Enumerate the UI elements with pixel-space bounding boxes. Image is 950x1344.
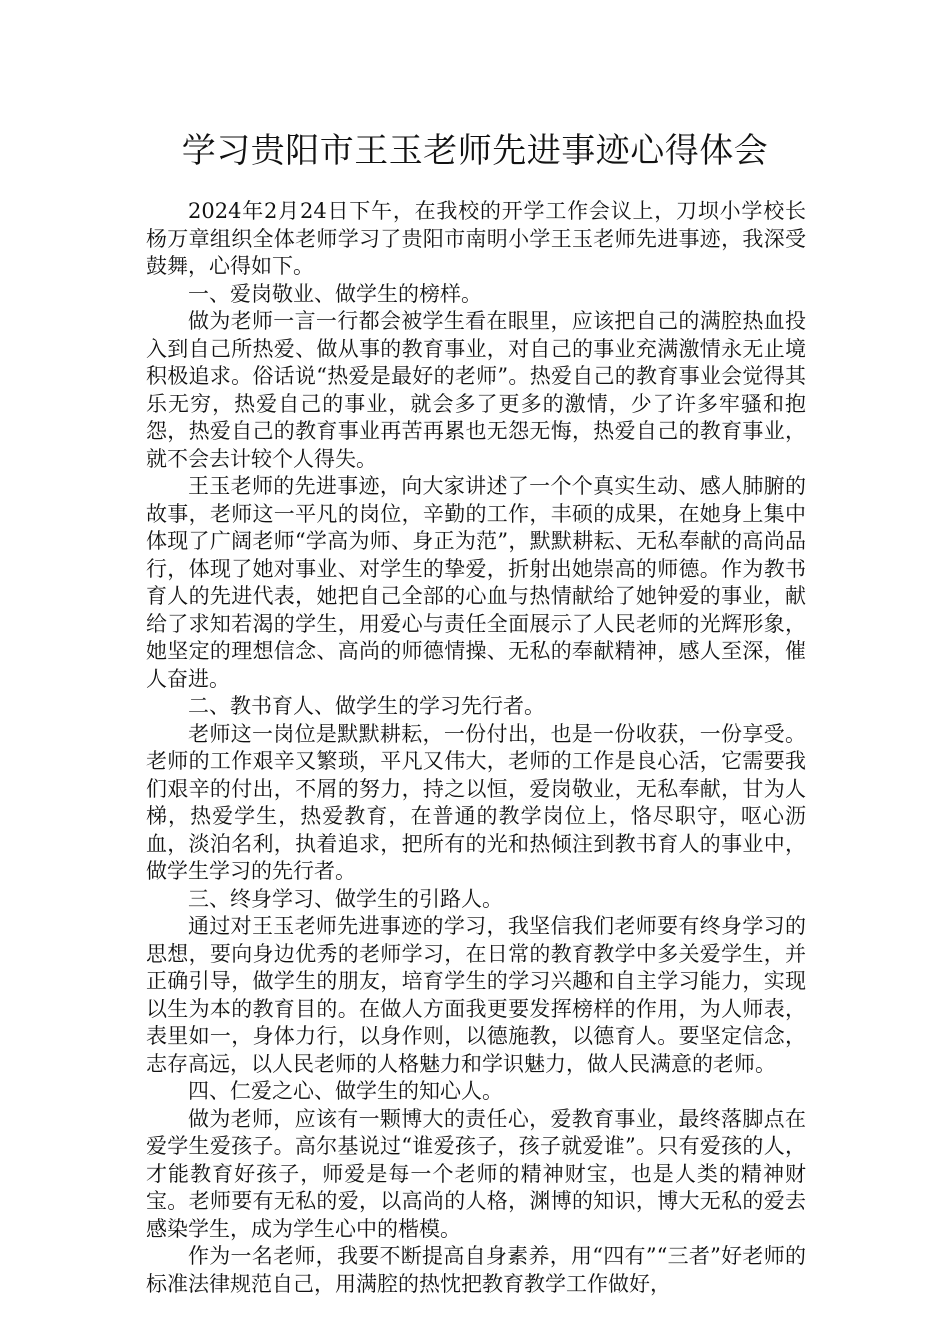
paragraph: 老师这一岗位是默默耕耘，一份付出，也是一份收获，一份享受。老师的工作艰辛又繁琐，平凡又伟大，老师的工作是良心活，它需要我们艰辛的付出，不屑的努力，持之以恒，爱岗敬业，无私奉献，甘为人梯，热爱学生，热爱教育，在普通的教学岗位上，恪尽职守，呕心沥血，淡泊名利，执着追求，把所有的光和热倾注到教书育人的事业中，做学生学习的先行者。 — [146, 721, 806, 883]
document-body — [146, 198, 806, 1298]
paragraph-intro: 2024年2月24日下午，在我校的开学工作会议上，刀坝小学校长杨万章组织全体老师学习了贵阳市南明小学王玉老师先进事迹，我深受鼓舞，心得如下。 — [146, 199, 806, 278]
paragraph: 做为老师，应该有一颗博大的责任心，爱教育事业，最终落脚点在爱学生爱孩子。高尔基说过“谁爱孩子，孩子就爱谁”。只有爱孩的人，才能教育好孩子，师爱是每一个老师的精神财宝，也是人类的精神财宝。老师要有无私的爱，以高尚的人格，渊博的知识，博大无私的爱去感染学生，成为学生心中的楷模。 — [146, 1106, 806, 1241]
section-heading-4: 四、仁爱之心、做学生的知心人。 — [188, 1079, 503, 1103]
paragraph: 王玉老师的先进事迹，向大家讲述了一个个真实生动、感人肺腑的故事，老师这一平凡的岗位，辛勤的工作，丰硕的成果，在她身上集中体现了广阔老师“学高为师、身正为范”，默默耕耘、无私奉献的高尚品行，体现了她对事业、对学生的挚爱，折射出她崇高的师德。作为教书育人的先进代表，她把自己全部的心血与热情献给了她钟爱的事业，献给了求知若渴的学生，用爱心与责任全面展示了人民老师的光辉形象，她坚定的理想信念、高尚的师德情操、无私的奉献精神，感人至深，催人奋进。 — [146, 474, 806, 691]
paragraph: 做为老师一言一行都会被学生看在眼里，应该把自己的满腔热血投入到自己所热爱、做从事的教育事业，对自己的事业充满激情永无止境积极追求。俗话说“热爱是最好的老师”。热爱自己的教育事业会觉得其乐无穷，热爱自己的事业，就会多了更多的激情，少了许多牢骚和抱怨，热爱自己的教育事业再苦再累也无怨无悔，热爱自己的教育事业，就不会去计较个人得失。 — [146, 309, 806, 471]
paragraph: 作为一名老师，我要不断提高自身素养，用“四有”“三者”好老师的标准法律规范自己，用满腔的热忱把教育教学工作做好， — [146, 1244, 806, 1296]
section-heading-3: 三、终身学习、做学生的引路人。 — [188, 886, 503, 911]
paragraph: 通过对王玉老师先进事迹的学习，我坚信我们老师要有终身学习的思想，要向身边优秀的老师学习，在日常的教育教学中多关爱学生，并正确引导，做学生的朋友，培育学生的学习兴趣和自主学习能力，实现以生为本的教育目的。在做人方面我更要发挥榜样的作用，为人师表，表里如一，身体力行，以身作则，以德施教，以德育人。要坚定信念，志存高远，以人民老师的人格魅力和学识魅力，做人民满意的老师。 — [146, 914, 806, 1076]
document-title: 学习贵阳市王玉老师先进事迹心得体会 — [181, 131, 769, 171]
section-heading-2: 二、教书育人、做学生的学习先行者。 — [188, 694, 545, 718]
section-heading-1: 一、爱岗敬业、做学生的榜样。 — [188, 281, 482, 306]
